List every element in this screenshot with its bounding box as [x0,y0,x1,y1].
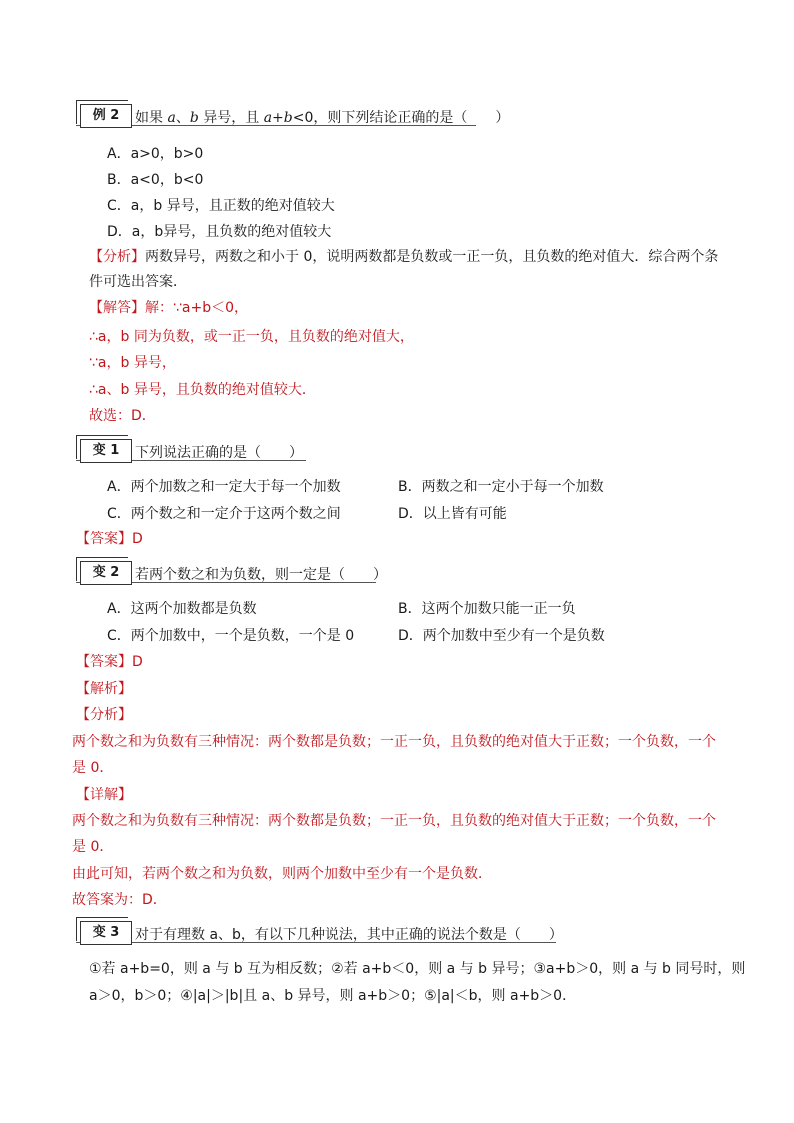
ex2-q-part: 、 [175,110,190,126]
ex2-solution-line-1: 解：∵a+b＜0， [145,300,249,316]
v2-answer-value: D [132,654,143,670]
ex2-q-sum: a+b [263,110,293,126]
ex2-analysis-label: 【分析】 [89,249,145,265]
ex2-solution-label: 【解答】 [89,300,145,316]
ex2-solution-line-2: ∴a，b 同为负数，或一正一负，且负数的绝对值大， [89,329,414,345]
v2-fenxi-line-1: 两个数之和为负数有三种情况：两个数都是负数；一正一负，且负数的绝对值大于正数；一个负数，一个 [72,734,716,750]
v2-answer-label: 【答案】 [76,654,132,670]
v1-option-c: C．两个数之和一定介于这两个数之间 [107,506,341,522]
ex2-solution-line-3: ∵a，b 异号， [89,355,176,371]
v1-option-d: D．以上皆有可能 [398,506,507,522]
ex2-q-part: 异号，且 [198,110,264,126]
ex2-q-part: <0，则下列结论正确的是（ ） [292,110,510,126]
ex2-analysis [89,246,718,266]
v3-question: 对于有理数 a、b，有以下几种说法，其中正确的说法个数是（ ） [135,927,563,943]
v2-option-d: D．两个加数中至少有一个是负数 [398,628,605,644]
v2-fenxi-line-2: 是 0． [72,760,114,776]
ex2-option-b: B．a<0，b<0 [107,172,204,188]
v2-question: 若两个数之和为负数，则一定是（ ） [135,567,387,583]
v2-option-a: A．这两个加数都是负数 [107,601,257,617]
ex2-analysis-text-1: 两数异号，两数之和小于 0，说明两数都是负数或一正一负，且负数的绝对值大．综合两个条 [145,249,719,265]
ex2-q-var-a: a [167,110,176,126]
v2-xiangjie-line-1: 两个数之和为负数有三种情况：两个数都是负数；一正一负，且负数的绝对值大于正数；一个负数，一个 [72,813,716,829]
v2-option-c: C．两个加数中，一个是负数，一个是 0 [107,628,355,644]
v2-jiexi-label: 【解析】 [76,681,132,697]
ex2-option-a: A．a>0，b>0 [107,146,204,162]
v2-xiangjie-line-4: 故答案为：D． [72,892,167,908]
v2-tag [80,561,132,585]
v2-tag-label: 变 2 [92,565,120,580]
v3-tag [80,921,132,945]
v1-option-b: B．两数之和一定小于每一个加数 [398,479,604,495]
v1-option-a: A．两个加数之和一定大于每一个加数 [107,479,341,495]
ex2-option-d: D．a，b异号，且负数的绝对值较大 [107,224,332,240]
v1-answer-label: 【答案】 [76,531,132,547]
ex2-question [135,107,509,127]
v1-tag [80,439,132,463]
ex2-q-part: 如果 [135,110,168,126]
v1-tag-label: 变 1 [92,443,120,458]
v2-fenxi-label: 【分析】 [76,707,132,723]
v2-option-b: B．这两个加数只能一正一负 [398,601,576,617]
v2-xiangjie-line-3: 由此可知，若两个数之和为负数，则两个加数中至少有一个是负数． [72,866,492,882]
ex2-option-c: C．a，b 异号，且正数的绝对值较大 [107,198,335,214]
v2-xiangjie-label: 【详解】 [76,787,132,803]
v1-answer-value: D [132,531,143,547]
ex2-solution [89,297,248,317]
ex2-solution-line-5: 故选：D． [89,408,156,424]
ex2-analysis-text-2: 件可选出答案． [89,274,187,290]
v1-answer [76,528,143,548]
ex2-q-var-b: b [189,110,199,126]
v3-tag-label: 变 3 [92,925,120,940]
v2-answer [76,651,143,671]
ex2-tag [80,104,132,128]
v3-statements-line-2: a＞0，b＞0；④|a|＞|b|且 a、b 异号，则 a+b＞0；⑤|a|＜b，则 a+b＞0． [89,988,577,1004]
ex2-tag-label: 例 2 [92,108,120,123]
v3-statements-line-1: ①若 a+b=0，则 a 与 b 互为相反数；②若 a+b＜0，则 a 与 b 异号；③a+b＞0，则 a 与 b 同号时，则 [89,961,746,977]
v1-question: 下列说法正确的是（ ） [135,445,303,461]
v2-xiangjie-line-2: 是 0． [72,839,114,855]
ex2-solution-line-4: ∴a、b 异号，且负数的绝对值较大． [89,382,316,398]
